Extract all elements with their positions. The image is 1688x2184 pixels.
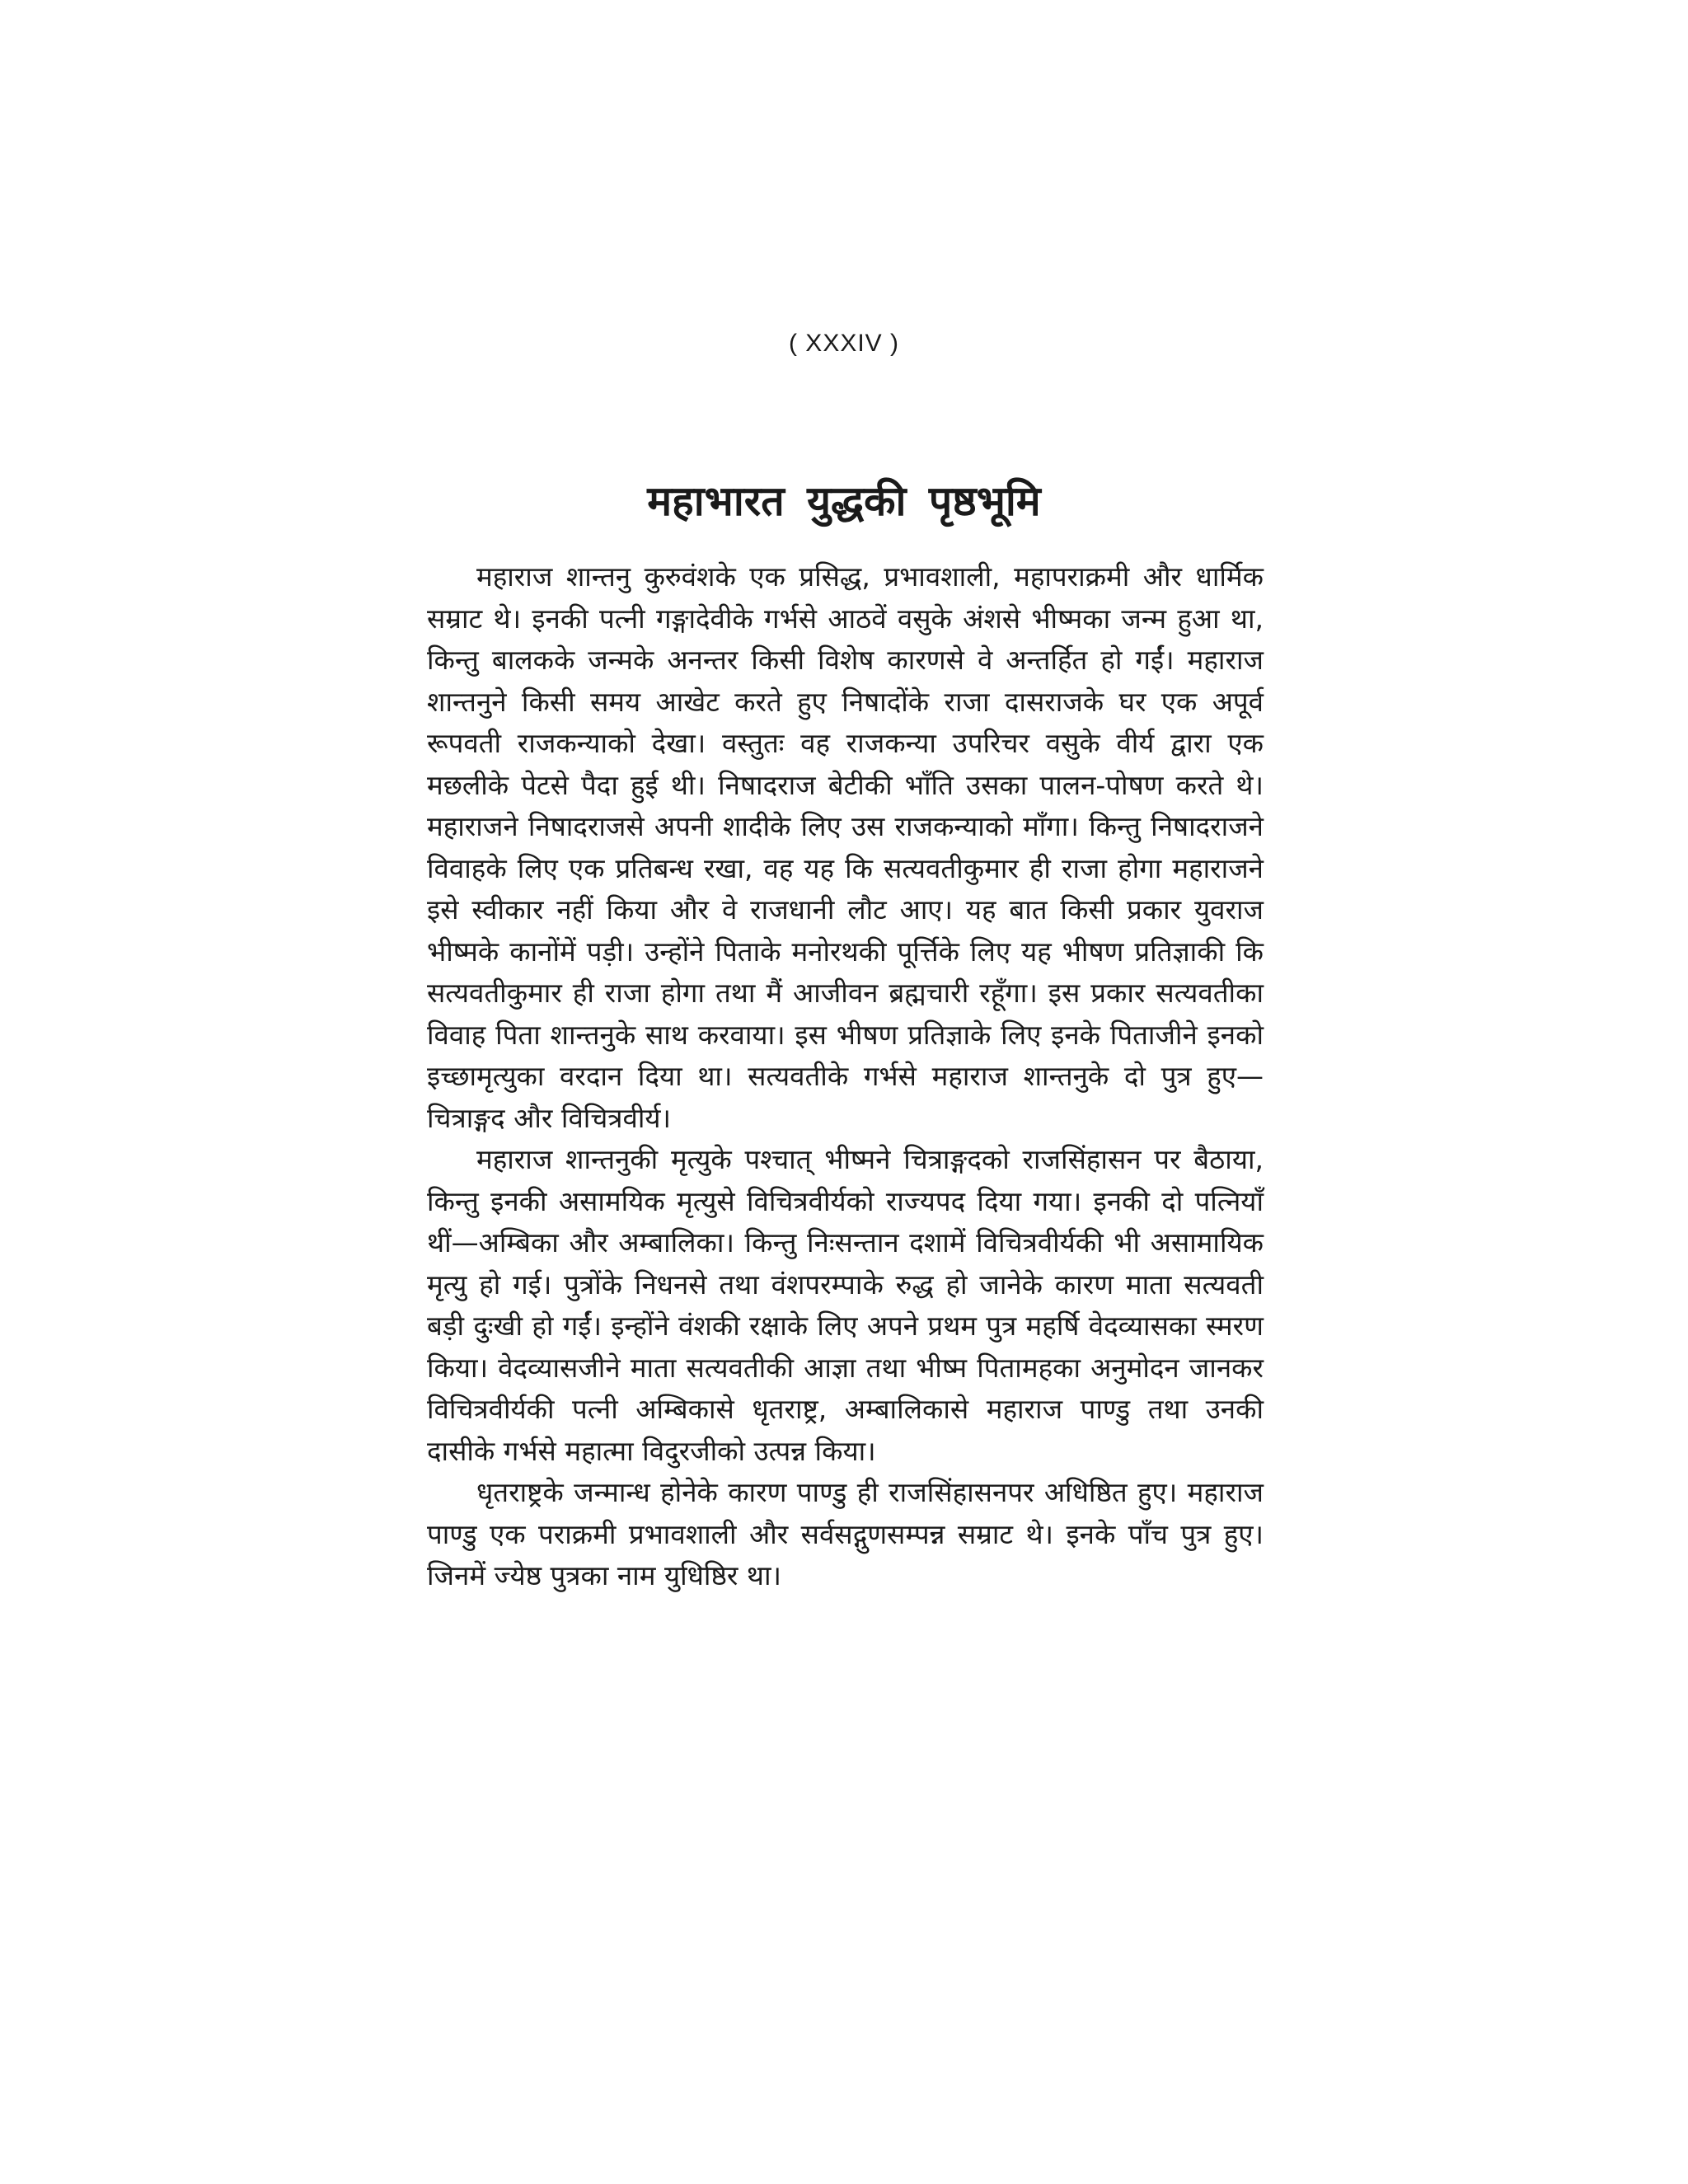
- paragraph: महाराज शान्तनु कुरुवंशके एक प्रसिद्ध, प्रभावशाली, महापराक्रमी और धार्मिक सम्राट थे। इनकी पत्नी गङ्गादेवीके गर्भसे आठवें वसुके अंशसे भीष्मका जन्म हुआ था, किन्तु बालकके जन्मके अनन्तर किसी विशेष कारणसे वे अन्तर्हित हो गईं। महाराज शान्तनुने किसी समय आखेट करते हुए निषादोंके राजा दासराजके घर एक अपूर्व रूपवती राजकन्याको देखा। वस्तुतः वह राजकन्या उपरिचर वसुके वीर्य द्वारा एक मछलीके पेटसे पैदा हुई थी। निषादराज बेटीकी भाँति उसका पालन-पोषण करते थे। महाराजने निषादराजसे अपनी शादीके लिए उस राजकन्याको माँगा। किन्तु निषादराजने विवाहके लिए एक प्रतिबन्ध रखा, वह यह कि सत्यवतीकुमार ही राजा होगा महाराजने इसे स्वीकार नहीं किया और वे राजधानी लौट आए। यह बात किसी प्रकार युवराज भीष्मके कानोंमें पड़ी। उन्होंने पिताके मनोरथकी पूर्त्तिके लिए यह भीषण प्रतिज्ञाकी कि सत्यवतीकुमार ही राजा होगा तथा मैं आजीवन ब्रह्मचारी रहूँगा। इस प्रकार सत्यवतीका विवाह पिता शान्तनुके साथ करवाया। इस भीषण प्रतिज्ञाके लिए इनके पिताजीने इनको इच्छामृत्युका वरदान दिया था। सत्यवतीके गर्भसे महाराज शान्तनुके दो पुत्र हुए—चित्राङ्गद और विचित्रवीर्य।: [427, 560, 1264, 1134]
- page-number: ( XXXIV ): [788, 330, 900, 357]
- page-title: महाभारत युद्धकी पृष्ठभूमि: [647, 477, 1041, 525]
- body-text: [427, 556, 1264, 1597]
- paragraph: धृतराष्ट्रके जन्मान्ध होनेके कारण पाण्डु ही राजसिंहासनपर अधिष्ठित हुए। महाराज पाण्डु एक पराक्रमी प्रभावशाली और सर्वसद्गुणसम्पन्न सम्राट थे। इनके पाँच पुत्र हुए। जिनमें ज्येष्ठ पुत्रका नाम युधिष्ठिर था।: [427, 1476, 1264, 1591]
- paragraph: महाराज शान्तनुकी मृत्युके पश्चात् भीष्मने चित्राङ्गदको राजसिंहासन पर बैठाया, किन्तु इनकी असामयिक मृत्युसे विचित्रवीर्यको राज्यपद दिया गया। इनकी दो पत्नियाँ थीं—अम्बिका और अम्बालिका। किन्तु निःसन्तान दशामें विचित्रवीर्यकी भी असामायिक मृत्यु हो गई। पुत्रोंके निधनसे तथा वंशपरम्पाके रुद्ध हो जानेके कारण माता सत्यवती बड़ी दुःखी हो गईं। इन्होंने वंशकी रक्षाके लिए अपने प्रथम पुत्र महर्षि वेदव्यासका स्मरण किया। वेदव्यासजीने माता सत्यवतीकी आज्ञा तथा भीष्म पितामहका अनुमोदन जानकर विचित्रवीर्यकी पत्नी अम्बिकासे धृतराष्ट्र, अम्बालिकासे महाराज पाण्डु तथा उनकी दासीके गर्भसे महात्मा विदुरजीको उत्पन्न किया।: [427, 1143, 1264, 1467]
